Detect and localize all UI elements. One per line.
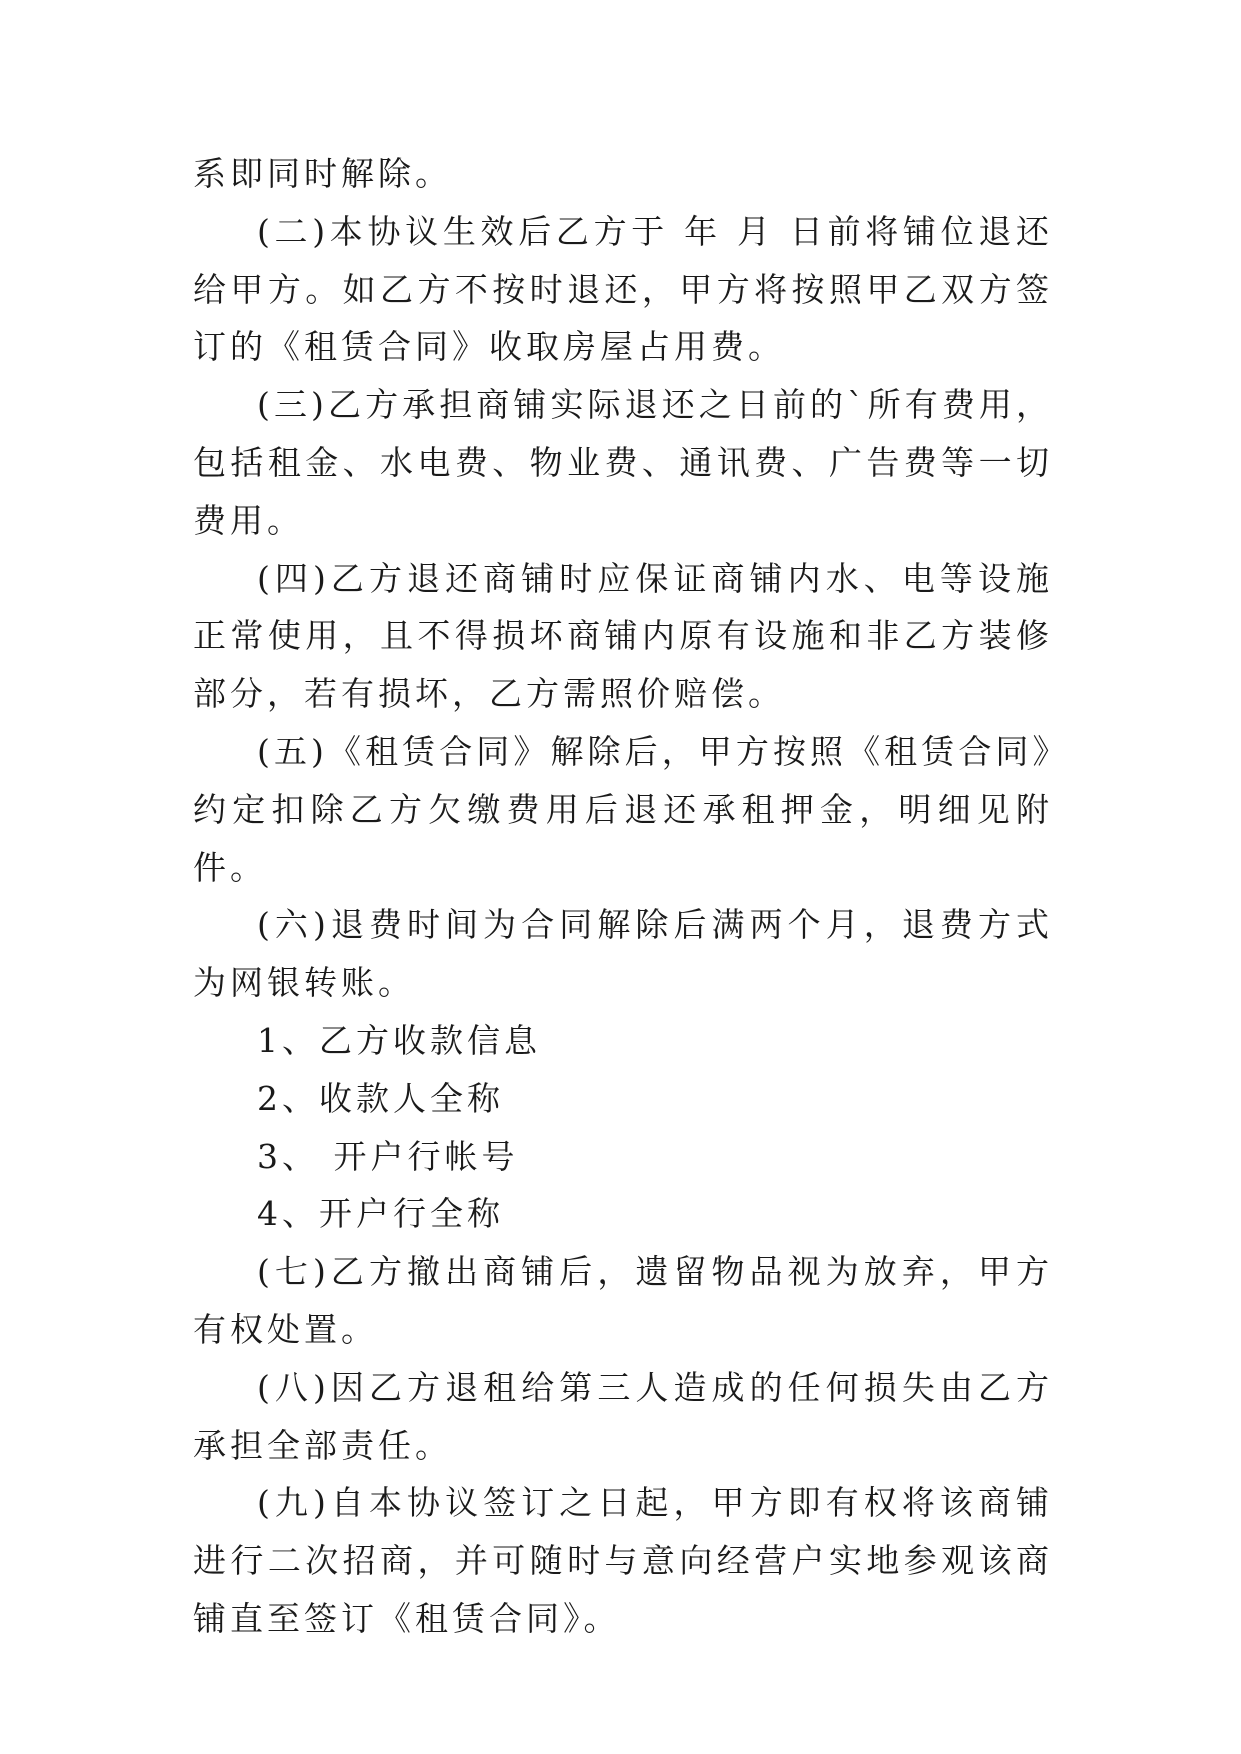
paragraph: 系即同时解除。 bbox=[193, 154, 452, 193]
paragraph: (五)《租赁合同》解除后，甲方按照《租赁合同》约定扣除乙方欠缴费用后退还承租押金，明细见附件。 bbox=[193, 731, 1053, 887]
paragraph: (六)退费时间为合同解除后满两个月，退费方式为网银转账。 bbox=[193, 905, 1053, 1003]
paragraph: (八)因乙方退租给第三人造成的任何损失由乙方承担全部责任。 bbox=[193, 1367, 1053, 1465]
list-item: 2、收款人全称 bbox=[257, 1078, 504, 1118]
list-item: 3、 开户行帐号 bbox=[257, 1136, 519, 1176]
paragraph: (三)乙方承担商铺实际退还之日前的`所有费用，包括租金、水电费、物业费、通讯费、广告费等一切费用。 bbox=[193, 385, 1053, 540]
paragraph: (二)本协议生效后乙方于 年 月 日前将铺位退还给甲方。如乙方不按时退还，甲方将按照甲乙双方签订的《租赁合同》收取房屋占用费。 bbox=[193, 211, 1053, 367]
document-body bbox=[193, 145, 1053, 1648]
paragraph: (四)乙方退还商铺时应保证商铺内水、电等设施正常使用，且不得损坏商铺内原有设施和非乙方装修部分，若有损坏，乙方需照价赔偿。 bbox=[193, 558, 1053, 714]
list-item: 1、乙方收款信息 bbox=[257, 1020, 541, 1060]
paragraph: (九)自本协议签订之日起，甲方即有权将该商铺进行二次招商，并可随时与意向经营户实地参观该商铺直至签订《租赁合同》。 bbox=[193, 1483, 1053, 1638]
list-item: 4、开户行全称 bbox=[257, 1194, 504, 1234]
paragraph: (七)乙方撤出商铺后，遗留物品视为放弃，甲方有权处置。 bbox=[193, 1252, 1053, 1349]
